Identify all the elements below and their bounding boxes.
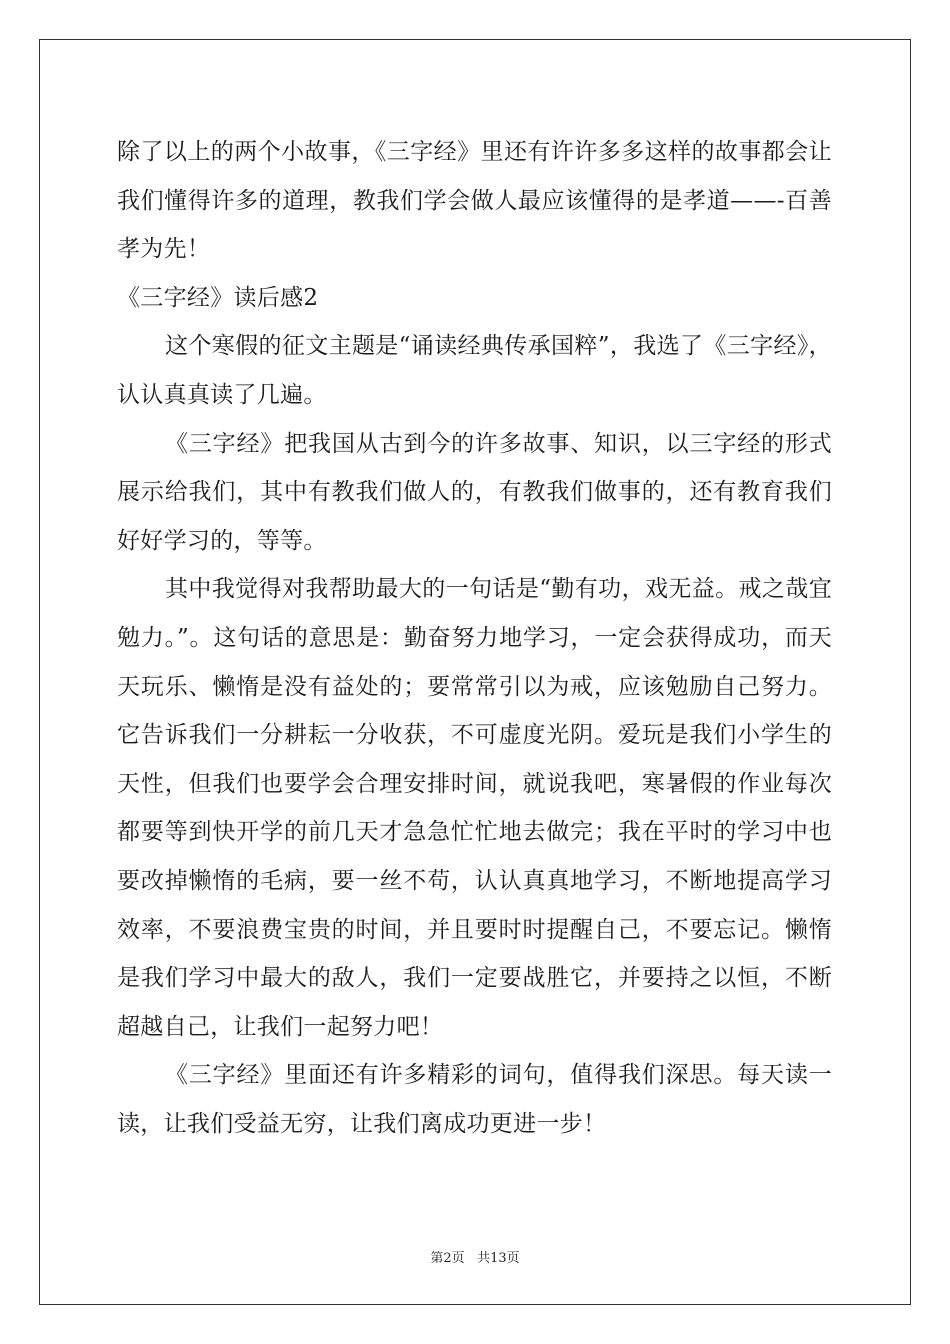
paragraph-favorite-quote: 其中我觉得对我帮助最大的一句话是“勤有功，戏无益。戒之哉宜勉力。”。这句话的意思是：勤奋努力地学习，一定会获得成功，而天天玩乐、懒惰是没有益处的；要常常引以为戒，应该勉励自己努力。它告诉我们一分耕耘一分收获，不可虚度光阴。爱玩是我们小学生的天性，但我们也要学会合理安排时间，就说我吧，寒暑假的作业每次都要等到快开学的前几天才急急忙忙地去做完；我在平时的学习中也要改掉懒惰的毛病，要一丝不苟，认认真真地学习，不断地提高学习效率，不要浪费宝贵的时间，并且要时时提醒自己，不要忘记。懒惰是我们学习中最大的敌人，我们一定要战胜它，并要持之以恒，不断超越自己，让我们一起努力吧！ xyxy=(117,576,832,1040)
page-total-label: 共13页 xyxy=(477,1251,520,1266)
document-body xyxy=(117,128,832,1148)
paragraph-conclusion: 《三字经》里面还有许多精彩的词句，值得我们深思。每天读一读，让我们受益无穷，让我们离成功更进一步！ xyxy=(117,1062,832,1137)
paragraph-book-content: 《三字经》把我国从古到今的许多故事、知识，以三字经的形式展示给我们，其中有教我们做人的，有教我们做事的，还有教育我们好好学习的，等等。 xyxy=(117,430,832,554)
paragraph-essay-topic: 这个寒假的征文主题是“诵读经典传承国粹”，我选了《三字经》，认认真真读了几遍。 xyxy=(117,333,832,408)
page-footer xyxy=(0,1247,950,1266)
section-heading: 《三字经》读后感2 xyxy=(117,284,319,311)
paragraph-intro-continued: 除了以上的两个小故事，《三字经》里还有许许多多这样的故事都会让我们懂得许多的道理，教我们学会做人最应该懂得的是孝道——-百善孝为先！ xyxy=(117,139,832,263)
page-number-label: 第2页 xyxy=(430,1251,465,1266)
